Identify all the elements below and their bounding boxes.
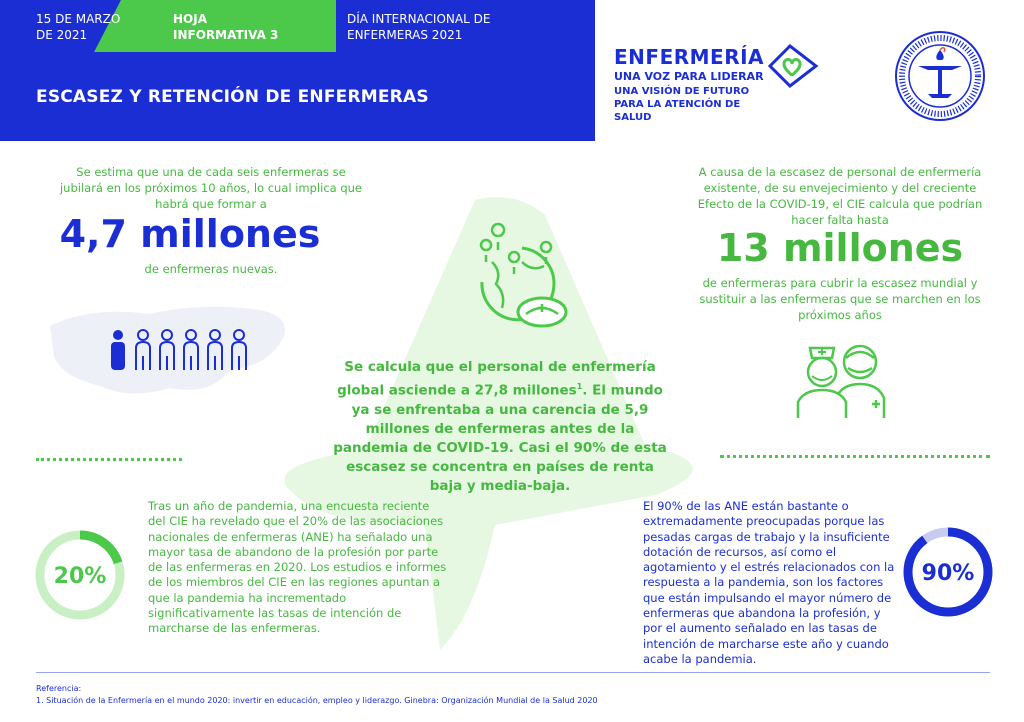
header-sheet-number: HOJA INFORMATIVA 3 — [173, 12, 279, 42]
center-text-reference: 1 — [576, 382, 583, 391]
bottom-right-paragraph: El 90% de las ANE están bastante o extremadamente preocupadas porque las pesadas cargas de trabajo y la insuficiente dotación de recursos, así como el agotamiento y el estrés relacionados con la respuesta a la pandemia, son los factores que están impulsando el mayor número de enfermeras que abandona la profesión, y por el aumento señalado en las tasas de intención de marcharse este año y cuando acabe la pandemia. — [643, 499, 895, 666]
left-stat-caption: de enfermeras nuevas. — [144, 262, 278, 276]
center-text-bold: 27,8 millones — [474, 382, 577, 399]
campaign-logo-title: ENFERMERÍA — [614, 45, 765, 69]
campaign-logo — [614, 42, 829, 122]
percent-90-ring — [898, 522, 998, 622]
center-statement — [330, 358, 670, 496]
header-event: DÍA INTERNACIONAL DE ENFERMERAS 2021 — [347, 12, 491, 42]
right-stat-caption: de enfermeras para cubrir la escasez mundial y sustituir a las enfermeras que se marchen en los próximos años — [699, 276, 981, 322]
right-stat-number: 13 millones — [716, 226, 964, 270]
dotted-divider-right — [720, 455, 990, 458]
bottom-left-paragraph: Tras un año de pandemia, una encuesta reciente del CIE ha revelado que el 20% de las asociaciones nacionales de enfermeras (ANE) ha señalado una mayor tasa de abandono de la profesión por parte de las enfermeras en 2020. Los estudios e informes de los miembros del CIE en las regiones apuntan a que la pandemia ha incrementado significativamente las tasas de intención de marcharse de las enfermeras. — [148, 499, 447, 636]
right-stat-intro: A causa de la escasez de personal de enfermería existente, de su envejecimiento y del creciente Efecto de la COVID-19, el CIE calcula que podrían hacer falta hasta — [697, 165, 983, 227]
left-stat-number: 4,7 millones — [59, 212, 321, 256]
campaign-logo-line2: UNA VISIÓN DE FUTURO PARA LA ATENCIÓN DE SALUD — [614, 86, 750, 123]
reference-label: Referencia: — [36, 684, 82, 693]
left-stat-intro: Se estima que una de cada seis enfermeras se jubilará en los próximos 10 años, lo cual implica que habrá que formar a — [59, 165, 363, 211]
people-row-icon — [40, 296, 300, 406]
percent-90-label: 90% — [921, 561, 975, 586]
campaign-logo-line1: UNA VOZ PARA LIDERAR — [614, 70, 764, 83]
center-text-part2: . El mundo ya se enfrentaba a una carencia de 5,9 millones de enfermeras antes de la pandemia de COVID-19. Casi el 90% de esta escasez se concentra en países de renta baja y media-baja. — [333, 382, 667, 494]
percent-20-ring — [30, 525, 130, 625]
dotted-divider-left — [36, 458, 182, 461]
footer-divider — [36, 672, 990, 673]
nurses-icon — [790, 332, 900, 422]
percent-20-label: 20% — [53, 564, 107, 589]
reference-item: 1. Situación de la Enfermería en el mundo 2020: invertir en educación, empleo y liderazgo. Ginebra: Organización Mundial de la Salud 2020 — [36, 696, 598, 705]
globe-nurse-icon — [462, 222, 572, 332]
page-title: ESCASEZ Y RETENCIÓN DE ENFERMERAS — [36, 87, 429, 107]
center-text-part1: Se calcula que el personal de enfermería global asciende a — [337, 359, 656, 399]
icn-seal-logo — [894, 30, 986, 122]
heart-speech-bubble-icon — [760, 42, 824, 90]
header-date: 15 DE MARZO DE 2021 — [36, 12, 121, 42]
